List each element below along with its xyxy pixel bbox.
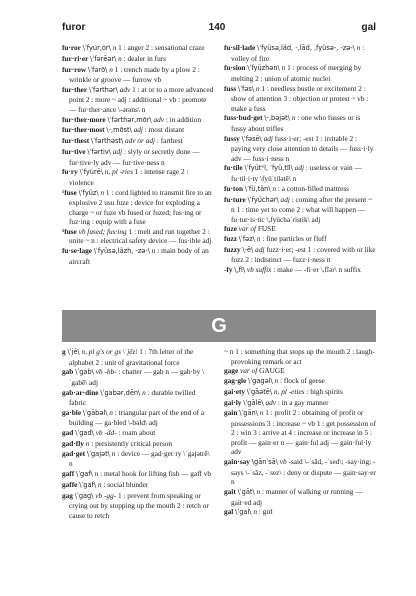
entry-part-of-speech: n, pl -ries	[104, 167, 133, 177]
entry-pronunciation: \ˈfəs\	[238, 84, 255, 93]
dictionary-entry	[224, 163, 376, 183]
entry-definition: : social blunder	[103, 479, 149, 489]
entry-definition: : triangular part of the end of a building — ga·bled \-bəld\ adj	[69, 407, 205, 428]
dictionary-entry	[62, 188, 214, 227]
entry-part-of-speech: vb suffix	[246, 265, 272, 275]
entry-definition: : metal hook for lifting fish — gaff vb	[100, 469, 212, 479]
page-header	[62, 22, 376, 38]
entry-definition: : persistently critical person	[91, 438, 173, 448]
entry-definition: 1 : needless bustle or excitement 2 : show of attention 3 : objection or protest ~ vb : make a fuss	[231, 83, 369, 113]
entry-definition: : roam about	[118, 428, 156, 438]
entry-pronunciation: \,fī\	[234, 266, 246, 275]
entry-headword: fur·thest	[62, 136, 90, 146]
entry-pronunciation: \ˈfərthər,mōr\	[107, 115, 152, 124]
entry-headword: fuss·bud·get	[224, 113, 263, 123]
entry-definition: : slyly or secretly done — fur·tive·ly adv — fur·tive·ness n	[69, 147, 200, 167]
entry-part-of-speech: vb -gg-	[95, 490, 117, 500]
entry-headword: gait	[224, 487, 236, 497]
entry-definition: : device — gad·get·ry \ˈgajətrē\ n	[69, 448, 210, 469]
entry-part-of-speech: var of	[238, 224, 257, 234]
dictionary-entry	[62, 428, 214, 439]
dictionary-entry	[224, 507, 376, 518]
entry-part-of-speech: n	[272, 183, 277, 193]
entry-headword: gain·say	[224, 457, 250, 467]
entry-headword: ²fuse	[62, 226, 77, 236]
entry-definition: 1 : trench made by a plow 2 : wrinkle or groove — furrow vb	[69, 64, 200, 85]
entry-pronunciation: \ˈgajət\	[86, 449, 110, 458]
dictionary-entry	[62, 125, 214, 136]
entry-definition: 1 : prevent from speaking or crying out by stopping up the mouth 2 : retch or cause to retch	[69, 490, 209, 520]
entry-headword: gaffe	[62, 479, 78, 489]
entry-definition: 1 : process of merging by melting 2 : union of atomic nuclei	[231, 63, 362, 83]
entry-pronunciation: \ˈfərtiv\	[87, 148, 112, 157]
entry-definition: : main body of an aircraft	[69, 246, 209, 266]
entry-definition: : one who fusses or is fussy about trifles	[231, 113, 361, 133]
entry-pronunciation: \ˈfyüchər\	[247, 195, 279, 204]
entry-part-of-speech: n	[118, 53, 122, 63]
entry-part-of-speech: adj	[133, 125, 143, 135]
entry-definition: 1 : profit 2 : obtaining of profit or possessions 3 : increase ~ vb 1 : get possession of 2 : win 3 : arrive at 4 : increase or increase in 5 : profit — gain·er n — gain·ful adj — gain·ful·ly adv	[231, 408, 377, 457]
entry-definition: : coming after the present ~ n 1 : time yet to come 2 : what will happen — fu·tur·is·tic \,fyüchəˈristik\ adj	[231, 194, 373, 224]
dictionary-entry	[224, 43, 376, 63]
entry-definition: fuss·i·er; -est 1 : irritable 2 : paying very close attention to details — fuss·i·ly adv — fuss·i·ness n	[231, 133, 374, 163]
entry-part-of-speech: adj	[112, 147, 123, 157]
entry-pronunciation: \ˈfəsē\	[241, 134, 262, 143]
entry-headword: fu·sion	[224, 63, 246, 73]
entry-headword: fu·sil·lade	[224, 43, 256, 52]
entry-part-of-speech: vb -dd-	[95, 428, 117, 438]
entry-part-of-speech: n	[97, 479, 102, 489]
entry-headword: fu·ture	[224, 194, 246, 204]
entry-headword: fuze	[224, 224, 237, 234]
entry-part-of-speech: vb	[279, 457, 287, 467]
entry-part-of-speech: n, pl -eties	[273, 386, 305, 396]
dictionary-entry	[224, 366, 376, 376]
entry-definition: : volley of fire	[231, 43, 365, 63]
entry-part-of-speech: n	[109, 64, 113, 74]
entry-definition: : most distant	[144, 125, 185, 135]
dictionary-entry	[62, 65, 214, 85]
entry-part-of-speech: vb fused; fus·ing	[78, 226, 127, 236]
dictionary-entry	[62, 439, 214, 449]
entry-pronunciation: \ˈfyütᵊl, ˈfyü,tīl\	[244, 164, 293, 173]
entry-pronunciation: \ˈfərō\	[88, 65, 108, 74]
entry-pronunciation: \ˈfərthəst\	[91, 137, 124, 146]
entry-pronunciation: \ˈjē\	[67, 348, 80, 356]
dictionary-entry	[224, 184, 376, 195]
entry-pronunciation: \ˈgabər,dēn\	[100, 388, 141, 397]
entry-part-of-speech: adv or adj	[125, 136, 156, 146]
dictionary-entry	[62, 246, 214, 266]
entry-definition: : fine particles or fluff	[262, 234, 327, 244]
bottom-right-column	[224, 347, 376, 581]
entry-part-of-speech: n	[253, 507, 257, 517]
entry-part-of-speech: adj	[263, 133, 273, 143]
entry-pronunciation: \ˈgad\	[75, 429, 94, 438]
entry-part-of-speech: n	[259, 408, 264, 418]
dictionary-entry	[62, 54, 214, 65]
entry-headword: ga·ble	[62, 407, 82, 417]
dictionary-entry	[224, 457, 376, 487]
dictionary-entry	[62, 227, 214, 246]
dictionary-entry	[224, 245, 376, 265]
entry-pronunciation: \ˈgal\	[235, 508, 252, 517]
dictionary-entry	[62, 408, 214, 428]
entry-definition: 1 : at or to a more advanced point 2 : more ~ adj : additional ~ vb : promote — fur·ther·ance \-ərəns\ n	[69, 84, 214, 114]
entry-headword: gad·fly	[62, 438, 84, 448]
entry-pronunciation: \ˈgagəl\	[248, 377, 273, 386]
entry-part-of-speech: n	[256, 487, 261, 497]
entry-part-of-speech: n	[151, 246, 156, 256]
entry-definition: GAUGE	[259, 366, 285, 376]
dictionary-entry	[62, 115, 214, 126]
dictionary-entry	[224, 487, 376, 507]
entry-definition: : manner of walking or running — gait·ed adj	[231, 487, 363, 507]
entry-headword: fuzz	[224, 234, 237, 244]
entry-pronunciation: \ˈfərēər\	[90, 54, 117, 63]
entry-part-of-speech: n	[94, 469, 99, 479]
entry-headword: gab	[62, 367, 74, 377]
entry-pronunciation: \ˈfyüsə,läzh, -zə-\	[93, 247, 150, 256]
entry-headword: fur·ther·most	[62, 125, 105, 135]
entry-definition: 1 : melt and run together 2 : unite ~ n : electrical safety device — fus·ible adj	[69, 226, 212, 246]
entry-pronunciation: \ˈgag\	[74, 491, 94, 500]
entry-pronunciation: \ˈgab\	[75, 368, 94, 377]
entry-headword: fu·se·lage	[62, 246, 92, 256]
entry-pronunciation: \ˈfyu̇rē\	[79, 168, 103, 177]
entry-headword: gad	[62, 428, 74, 438]
entry-part-of-speech: n	[274, 376, 279, 386]
dictionary-entry	[62, 480, 214, 491]
entry-part-of-speech: n	[255, 83, 260, 93]
dictionary-entry	[62, 85, 214, 115]
entry-part-of-speech: adv	[265, 397, 277, 407]
entry-headword: g	[62, 347, 66, 356]
entry-headword: fu·ror	[62, 43, 81, 52]
entry-part-of-speech: n	[109, 407, 113, 417]
dictionary-entry	[62, 147, 214, 167]
entry-definition: 1 : cord lighted to transmit fire to an explosive 2 usu fuze : device for exploding a charge ~ or fuze vb fused or fuzed; fus·ing or fuz·ing : equip with a fuse	[69, 187, 212, 227]
entry-definition: : girl	[258, 507, 273, 517]
entry-part-of-speech: adj	[255, 244, 265, 254]
entry-definition: : high spirits	[306, 386, 343, 396]
entry-pronunciation: \ˈgaf\	[76, 470, 93, 479]
entry-pronunciation: \ˈgaf\	[79, 480, 97, 489]
entry-headword: gain	[224, 408, 238, 418]
entry-pronunciation: \-,bəjət\	[264, 114, 290, 123]
entry-definition: -said \-ˈsād, -ˈsed\; -say·ing; -says \-ˈsāz, -ˈsez\ : deny or dispute — gain·say·er n	[231, 457, 376, 487]
entry-headword: gai·ety	[224, 386, 246, 396]
entry-headword: gag·gle	[224, 376, 247, 386]
entry-headword: fur·row	[62, 64, 87, 74]
top-columns	[62, 43, 376, 305]
entry-headword: fu·tile	[224, 163, 243, 173]
entry-pronunciation: \gānˈsā\	[251, 458, 278, 467]
entry-pronunciation: \ˈgābəl\	[82, 408, 108, 417]
entry-headword: gage	[224, 366, 239, 376]
dictionary-entry	[62, 491, 214, 521]
entry-headword: gal	[224, 507, 234, 517]
entry-part-of-speech: var of	[240, 366, 258, 376]
entry-part-of-speech: n	[112, 43, 117, 52]
dictionary-entry	[224, 195, 376, 225]
entry-definition: : in addition	[165, 114, 202, 124]
entry-headword: gai·ly	[224, 397, 242, 407]
entry-pronunciation: \ˈfyu̇r,ȯr\	[82, 44, 111, 52]
entry-part-of-speech: adv	[119, 84, 131, 94]
top-right-column	[224, 43, 376, 305]
entry-pronunciation: \ˈgāt\	[237, 488, 255, 497]
entry-part-of-speech: n, pl g's or gs \ˈjēz\	[81, 347, 138, 356]
left-guide-word: furor	[62, 22, 86, 33]
entry-headword: ¹fuse	[62, 187, 77, 197]
top-left-column	[62, 43, 214, 305]
dictionary-entry	[62, 167, 214, 187]
entry-pronunciation: \ˈfyüsə,läd, -,lād, ,fyüsə-, -zə-\	[257, 44, 355, 52]
dictionary-entry	[62, 388, 214, 408]
page-number: 140	[208, 22, 226, 33]
dictionary-entry	[62, 469, 214, 480]
entry-definition: : flock of geese	[280, 376, 325, 386]
entry-headword: fur·ther·more	[62, 114, 106, 124]
entry-pronunciation: \ˈfyüz\	[78, 188, 99, 197]
entry-part-of-speech: n	[100, 187, 105, 197]
bottom-left-column	[62, 347, 214, 581]
right-guide-word: gal	[361, 22, 376, 33]
entry-headword: fuss	[224, 83, 237, 93]
entry-definition: 1 : anger 2 : sensational craze	[118, 43, 205, 52]
entry-part-of-speech: adj	[294, 163, 304, 173]
entry-pronunciation: \ˈgāətē\	[246, 387, 273, 396]
entry-pronunciation: \ˈfəz\	[238, 235, 255, 244]
dictionary-entry	[224, 84, 376, 114]
dictionary-entry	[224, 376, 376, 387]
entry-definition: : make — -fi·er \,fīər\ n suffix	[273, 265, 361, 275]
dictionary-entry	[224, 63, 376, 83]
entry-definition: : in a gay manner	[277, 397, 329, 407]
entry-definition: FUSE	[257, 224, 276, 234]
dictionary-entry	[224, 398, 376, 409]
entry-definition: ~ n 1 : something that stops up the mouth 2 : laugh-provoking remark or act	[224, 347, 375, 366]
entry-headword: gad·get	[62, 448, 86, 458]
entry-part-of-speech: n	[281, 63, 286, 73]
entry-definition: 1 : intense rage 2 : violence	[69, 167, 189, 187]
entry-pronunciation: \ˈgān\	[239, 409, 258, 418]
entry-definition: 1 : 7th letter of the alphabet 2 : unit of gravitational force	[69, 347, 194, 367]
entry-part-of-speech: n	[142, 387, 146, 397]
entry-definition: : farthest	[156, 136, 183, 146]
entry-definition: : useless or vain — fu·til·i·ty \fyüˈtilətē\ n	[231, 163, 362, 183]
entry-headword: gaff	[62, 469, 75, 479]
dictionary-entry	[62, 367, 214, 387]
entry-definition: : durable twilled fabric	[69, 387, 196, 408]
entry-definition: : a cotton-filled mattress	[277, 183, 349, 193]
bottom-columns	[62, 347, 376, 581]
entry-definition: : chatter — gab n — gab·by \ˈgabē\ adj	[69, 367, 205, 387]
entry-headword: gab·ar·dine	[62, 387, 99, 397]
dictionary-entry	[224, 234, 376, 245]
entry-part-of-speech: adv	[153, 114, 164, 124]
entry-headword: fur·tive	[62, 147, 86, 157]
entry-pronunciation: \-,mōst\	[106, 126, 132, 135]
entry-headword: gag	[62, 490, 73, 500]
entry-headword: fuzzy	[224, 244, 241, 254]
entry-part-of-speech: n	[85, 438, 90, 448]
entry-part-of-speech: n	[256, 234, 261, 244]
dictionary-entry	[224, 134, 376, 164]
dictionary-entry	[224, 265, 376, 276]
entry-definition: fuzz·i·er; -est 1 : covered with or like fuzz 2 : indistinct — fuzz·i·ness n	[231, 244, 376, 265]
entry-part-of-speech: vb -bb-	[95, 367, 117, 377]
dictionary-entry	[224, 408, 376, 457]
dictionary-entry	[224, 347, 376, 366]
entry-pronunciation: \ˈfərthər\	[88, 85, 118, 94]
entry-part-of-speech: n	[291, 113, 296, 123]
entry-headword: fur·ther	[62, 84, 88, 94]
dictionary-entry	[224, 387, 376, 398]
entry-pronunciation: \-ē\	[242, 245, 254, 254]
entry-headword: fussy	[224, 133, 240, 143]
entry-headword: -fy	[224, 265, 233, 275]
dictionary-entry	[224, 113, 376, 133]
dictionary-entry	[62, 347, 214, 367]
entry-part-of-speech: n	[111, 448, 116, 458]
dictionary-entry	[62, 449, 214, 469]
dictionary-entry	[62, 43, 214, 54]
dictionary-entry	[62, 136, 214, 147]
section-letter: G	[211, 314, 227, 337]
entry-headword: fu·ton	[224, 183, 244, 193]
section-letter-banner	[62, 310, 376, 342]
entry-part-of-speech: adj	[280, 194, 290, 204]
entry-headword: fur·ri·er	[62, 53, 89, 63]
entry-headword: fu·ry	[62, 167, 78, 177]
entry-pronunciation: \ˈfyüzhən\	[247, 64, 280, 73]
entry-definition: : dealer in furs	[123, 53, 167, 63]
entry-pronunciation: \ˈfü,tän\	[244, 184, 271, 193]
entry-pronunciation: \ˈgālē\	[243, 398, 264, 407]
entry-part-of-speech: n	[356, 43, 361, 52]
dictionary-entry	[224, 224, 376, 234]
